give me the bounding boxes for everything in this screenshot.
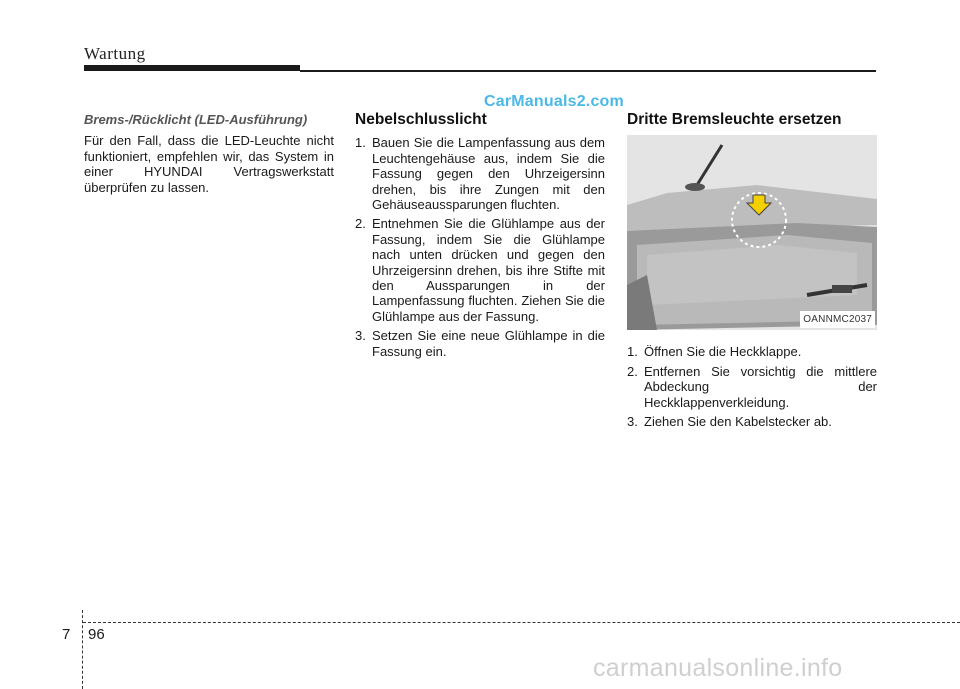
heading-fog-light: Nebelschlusslicht <box>355 111 487 128</box>
step-item <box>355 216 605 324</box>
figure-code: OANNMC2037 <box>800 311 875 328</box>
step-text: Öffnen Sie die Heckklappe. <box>644 344 802 360</box>
page-number: 96 <box>88 626 105 643</box>
column-led-brake-light <box>84 112 334 195</box>
step-text: Setzen Sie eine neue Glühlampe in die Fassung ein. <box>372 328 605 359</box>
step-item <box>355 135 605 212</box>
step-item <box>627 414 877 429</box>
site-watermark: carmanualsonline.info <box>593 654 843 682</box>
tailgate-figure <box>627 135 877 330</box>
footer-divider <box>83 622 960 623</box>
step-number: 1. <box>355 135 366 151</box>
step-item <box>355 328 605 359</box>
header-rule-thin <box>300 70 876 72</box>
step-number: 3. <box>355 328 366 344</box>
step-text: Ziehen Sie den Kabelstecker ab. <box>644 414 832 430</box>
watermark-link[interactable]: CarManuals2.com <box>484 93 624 110</box>
step-number: 1. <box>627 344 638 360</box>
step-number: 2. <box>627 363 638 379</box>
step-number: 2. <box>355 216 366 232</box>
column-third-brake-light <box>627 112 877 433</box>
column-fog-light <box>355 112 605 363</box>
step-text: Bauen Sie die Lampenfassung aus dem Leuchtengehäuse aus, indem Sie die Fassung gegen den Uhrzeigersinn drehen, bis ihre Zungen mit den Gehäuseaussparungen fluchten. <box>372 135 605 213</box>
paragraph-led: Für den Fall, dass die LED-Leuchte nicht funktioniert, empfehlen wir, das System in einer HYUNDAI Vertragswerkstatt überprüfen zu lassen. <box>84 133 334 195</box>
step-number: 3. <box>627 414 638 430</box>
fog-light-steps <box>355 135 605 359</box>
subheading-led: Brems-/Rücklicht (LED-Ausführung) <box>84 112 308 127</box>
footer-vertical-divider <box>82 610 83 689</box>
heading-third-brake-light: Dritte Bremsleuchte ersetzen <box>627 111 842 128</box>
step-item <box>627 364 877 410</box>
tailgate-illustration <box>627 135 877 330</box>
header-rule-thick <box>84 65 300 71</box>
chapter-number: 7 <box>62 626 71 643</box>
step-text: Entnehmen Sie die Glühlampe aus der Fassung, indem Sie die Glühlampe nach unten drücken und gegen den Uhrzeigersinn drehen, bis ihre Stifte mit den Aussparungen in der Lampenfassung fluchten. Ziehen Sie die Glühlampe aus der Fassung. <box>372 216 605 324</box>
third-brake-light-steps <box>627 344 877 429</box>
section-title: Wartung <box>84 44 146 63</box>
step-text: Entfernen Sie vorsichtig die mittlere Abdeckung der Heckklappenverkleidung. <box>644 363 877 410</box>
step-item <box>627 344 877 359</box>
